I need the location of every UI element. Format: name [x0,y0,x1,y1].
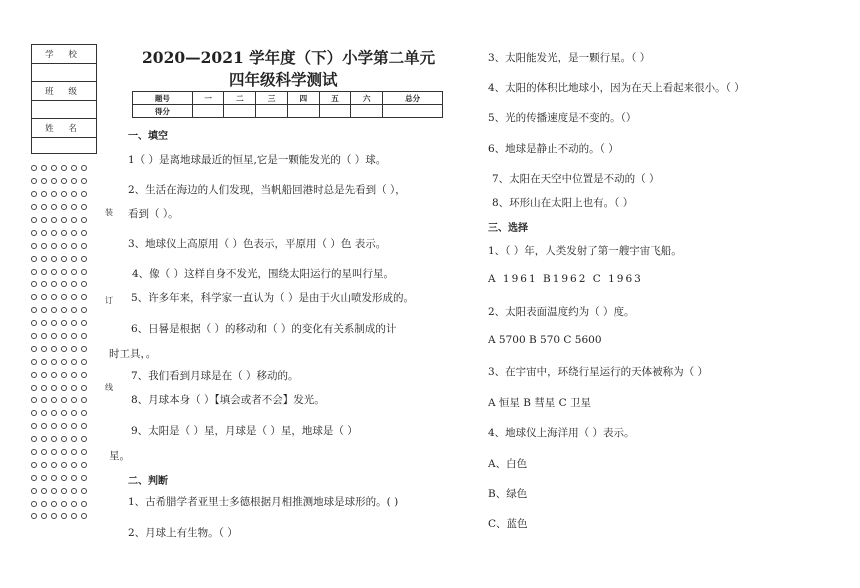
binding-hole [51,462,57,468]
binding-hole [81,243,87,249]
hole-row [31,342,101,355]
binding-hole [71,397,77,403]
question-line: 7、太阳在天空中位置是不动的（ ） [492,173,660,185]
hole-row [31,162,101,175]
binding-hole [51,513,57,519]
binding-hole [61,230,67,236]
binding-hole [31,178,37,184]
binding-hole [61,410,67,416]
question-line: 8、月球本身（ ）【填会或者不会】发光。 [131,394,325,406]
binding-hole [61,333,67,339]
binding-hole [81,397,87,403]
binding-hole [61,281,67,287]
binding-hole [51,385,57,391]
binding-hole [71,230,77,236]
question-line: 5、许多年来，科学家一直认为（ ）是由于火山喷发形成的。 [131,292,415,304]
hole-row [31,407,101,420]
binding-hole [41,243,47,249]
binding-hole [71,385,77,391]
binding-hole [61,243,67,249]
binding-hole [51,191,57,197]
binding-hole [61,269,67,275]
hole-row [31,188,101,201]
score-cell[interactable] [224,105,256,118]
binding-hole [31,256,37,262]
name-field[interactable] [32,138,96,155]
binding-hole [51,359,57,365]
answer-option: C、蓝色 [488,518,528,530]
binding-hole [81,346,87,352]
binding-hole [31,320,37,326]
question-line: 4、像（ ）这样自身不发光，围绕太阳运行的星叫行星。 [132,268,395,280]
binding-hole [61,217,67,223]
binding-hole [31,165,37,171]
binding-hole [31,372,37,378]
binding-hole [61,397,67,403]
hole-row [31,497,101,510]
binding-hole [81,307,87,313]
score-table-header-row [133,92,443,105]
hole-row [31,214,101,227]
question-line: 8、环形山在太阳上也有。（ ） [492,197,634,209]
binding-hole [71,281,77,287]
question-line: 2、太阳表面温度约为（ ）度。 [488,306,635,318]
name-label: 姓 名 [32,119,96,138]
binding-hole [41,281,47,287]
binding-hole [61,346,67,352]
binding-hole [51,281,57,287]
hole-row [31,291,101,304]
question-line: 3、太阳能发光，是一颗行星。（ ） [488,52,651,64]
binding-hole [81,359,87,365]
binding-hole [71,217,77,223]
binding-hole [51,243,57,249]
binding-hole [61,256,67,262]
binding-hole [41,501,47,507]
binding-hole [41,423,47,429]
binding-hole [31,423,37,429]
binding-hole [71,410,77,416]
binding-hole [31,307,37,313]
binding-hole [71,346,77,352]
binding-hole [41,372,47,378]
score-cell[interactable] [287,105,319,118]
binding-hole [51,346,57,352]
binding-hole [81,204,87,210]
binding-hole [71,423,77,429]
binding-hole [41,165,47,171]
binding-hole [81,423,87,429]
binding-hole [31,410,37,416]
hole-row [31,278,101,291]
binding-hole [51,320,57,326]
binding-hole [81,230,87,236]
binding-hole [61,372,67,378]
binding-hole [51,307,57,313]
score-cell[interactable] [192,105,224,118]
section-fill-blank-title: 一、填空 [128,131,168,142]
binding-mark-zhuang: 装 [105,208,113,217]
binding-hole [51,269,57,275]
binding-hole [81,513,87,519]
hole-row [31,394,101,407]
question-line: 6、日晷是根据（ ）的移动和（ ）的变化有关系制成的计 [131,323,397,335]
question-line: 3、在宇宙中，环绕行星运行的天体被称为（ ） [488,366,709,378]
hole-row [31,239,101,252]
binding-hole [31,191,37,197]
hole-row [31,330,101,343]
section-judge-title: 二、判断 [128,476,168,487]
question-line: 3、地球仪上高原用（ ）色表示，平原用（ ）色 表示。 [128,238,387,250]
binding-hole [81,165,87,171]
score-header-cell: 二 [224,92,256,105]
binding-hole [81,281,87,287]
binding-hole [81,333,87,339]
binding-hole [51,436,57,442]
binding-hole [61,320,67,326]
exam-title-line1: 2020—2021 学年度（下）小学第二单元 [142,48,436,67]
section-choice-title: 三、选择 [488,223,528,234]
binding-hole [61,294,67,300]
binding-hole [71,307,77,313]
binding-hole [71,475,77,481]
question-line: 7、我们看到月球是在（ ）移动的。 [131,370,299,382]
answer-options: A 1961 B1962 C 1963 [488,273,643,285]
answer-options: A 恒星 B 彗星 C 卫星 [488,397,592,409]
binding-mark-ding: 订 [105,296,113,305]
binding-hole [41,385,47,391]
hole-row [31,317,101,330]
school-label: 学 校 [32,45,96,64]
binding-hole [31,333,37,339]
binding-hole [61,359,67,365]
binding-hole [31,281,37,287]
binding-hole [31,204,37,210]
binding-hole [51,230,57,236]
binding-hole [71,488,77,494]
binding-hole [51,475,57,481]
binding-hole [41,256,47,262]
binding-hole [41,397,47,403]
question-line: 6、地球是静止不动的。（ ） [488,143,619,155]
binding-hole [71,165,77,171]
binding-hole [41,449,47,455]
binding-hole [31,501,37,507]
binding-hole [81,501,87,507]
binding-hole [71,449,77,455]
binding-hole [71,191,77,197]
question-line: 星。 [109,450,130,462]
student-info-box [31,44,97,154]
binding-hole [51,204,57,210]
binding-hole [61,423,67,429]
binding-hole [31,449,37,455]
binding-hole [41,217,47,223]
binding-hole [31,217,37,223]
binding-hole [71,359,77,365]
binding-hole [81,436,87,442]
hole-row [31,471,101,484]
question-line: 2、生活在海边的人们发现，当帆船回港时总是先看到（ ）， [128,184,406,196]
binding-hole [81,488,87,494]
binding-hole [41,410,47,416]
question-line: 4、太阳的体积比地球小，因为在天上看起来很小。（ ） [488,82,745,94]
question-line: 5、光的传播速度是不变的。（） [488,112,637,124]
binding-hole [31,462,37,468]
hole-row [31,226,101,239]
binding-hole [71,204,77,210]
binding-hole [71,294,77,300]
binding-hole [41,204,47,210]
binding-hole [41,436,47,442]
hole-row [31,381,101,394]
score-cell[interactable] [383,105,443,118]
binding-hole [41,191,47,197]
binding-hole [71,256,77,262]
binding-hole [51,294,57,300]
binding-hole [71,436,77,442]
hole-row [31,252,101,265]
binding-hole [31,269,37,275]
binding-hole [61,178,67,184]
binding-hole [61,436,67,442]
binding-hole [61,191,67,197]
class-field[interactable] [32,101,96,119]
binding-hole [51,501,57,507]
binding-hole [41,269,47,275]
question-line: 看到（ ）。 [128,208,179,220]
score-header-cell: 五 [319,92,351,105]
binding-hole [31,397,37,403]
binding-hole [81,449,87,455]
score-header-cell: 三 [256,92,288,105]
binding-hole [51,165,57,171]
question-line: 1、古希腊学者亚里士多德根据月相推测地球是球形的。( ) [128,496,399,508]
binding-hole [41,346,47,352]
hole-row [31,265,101,278]
binding-hole [71,243,77,249]
binding-hole [41,475,47,481]
answer-option: A、白色 [488,458,528,470]
binding-hole [51,372,57,378]
binding-hole [51,410,57,416]
binding-hole [51,333,57,339]
binding-hole [51,217,57,223]
hole-row [31,446,101,459]
binding-hole [31,243,37,249]
binding-hole [61,449,67,455]
answer-option: B、绿色 [488,488,528,500]
question-line: 时工具，。 [109,348,157,360]
score-header-cell: 四 [287,92,319,105]
binding-hole [71,320,77,326]
binding-holes [31,162,101,523]
binding-hole [51,256,57,262]
binding-mark-xian: 线 [105,383,113,392]
binding-hole [41,294,47,300]
hole-row [31,433,101,446]
hole-row [31,175,101,188]
binding-hole [81,256,87,262]
binding-hole [41,333,47,339]
hole-row [31,458,101,471]
answer-options: A 5700 B 570 C 5600 [488,334,602,346]
score-header-cell: 六 [351,92,383,105]
binding-hole [31,488,37,494]
binding-hole [41,513,47,519]
binding-hole [61,488,67,494]
hole-row [31,304,101,317]
hole-row [31,355,101,368]
hole-row [31,368,101,381]
binding-hole [71,178,77,184]
binding-hole [31,230,37,236]
binding-hole [71,462,77,468]
hole-row [31,201,101,214]
binding-hole [61,475,67,481]
binding-hole [51,178,57,184]
binding-hole [81,475,87,481]
binding-hole [31,385,37,391]
binding-hole [41,488,47,494]
score-table [132,91,443,118]
score-cell[interactable] [319,105,351,118]
binding-hole [71,513,77,519]
binding-hole [41,359,47,365]
class-label: 班 级 [32,82,96,101]
question-line: 1（ ）是离地球最近的恒星,它是一颗能发光的（ ）球。 [128,154,387,166]
score-table-score-row [133,105,443,118]
binding-hole [51,397,57,403]
binding-hole [31,294,37,300]
binding-hole [81,269,87,275]
binding-hole [81,294,87,300]
binding-hole [61,204,67,210]
score-header-cell: 题号 [133,92,193,105]
question-line: 2、月球上有生物。（ ） [128,527,238,539]
binding-hole [41,320,47,326]
binding-hole [81,372,87,378]
hole-row [31,420,101,433]
binding-hole [81,191,87,197]
binding-hole [51,449,57,455]
binding-hole [71,501,77,507]
hole-row [31,510,101,523]
exam-title-line2: 四年级科学测试 [229,70,338,89]
binding-hole [81,178,87,184]
binding-hole [41,462,47,468]
binding-hole [61,165,67,171]
binding-hole [81,462,87,468]
score-cell[interactable] [351,105,383,118]
binding-hole [41,307,47,313]
binding-hole [31,475,37,481]
binding-hole [31,513,37,519]
binding-hole [61,307,67,313]
question-line: 1、（ ）年，人类发射了第一艘宇宙飞船。 [488,245,682,257]
binding-hole [41,178,47,184]
binding-hole [51,488,57,494]
binding-hole [81,385,87,391]
binding-hole [31,359,37,365]
hole-row [31,484,101,497]
question-line: 9、太阳是（ ）星，月球是（ ）星，地球是（ ） [131,425,358,437]
binding-hole [81,410,87,416]
score-header-cell: 总分 [383,92,443,105]
binding-hole [71,372,77,378]
binding-hole [51,423,57,429]
binding-hole [31,436,37,442]
binding-hole [71,269,77,275]
score-cell[interactable] [256,105,288,118]
binding-hole [61,385,67,391]
binding-hole [61,513,67,519]
binding-hole [31,346,37,352]
question-line: 4、地球仪上海洋用（ ）表示。 [488,427,635,439]
score-row-label: 得分 [133,105,193,118]
binding-hole [61,462,67,468]
score-header-cell: 一 [192,92,224,105]
school-field[interactable] [32,64,96,82]
binding-hole [61,501,67,507]
binding-hole [71,333,77,339]
binding-hole [81,320,87,326]
binding-hole [81,217,87,223]
binding-hole [41,230,47,236]
